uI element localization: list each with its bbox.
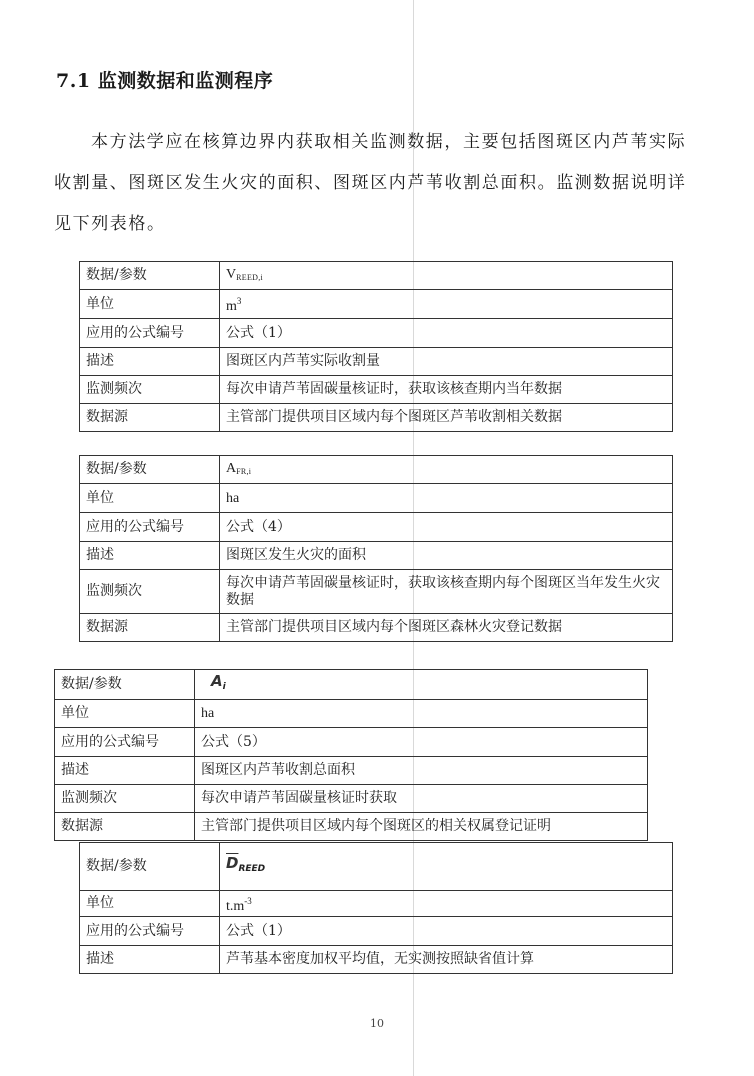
table-row xyxy=(80,946,673,974)
desc-label: 描述 xyxy=(80,348,220,376)
desc-label: 描述 xyxy=(80,542,220,570)
table-row xyxy=(80,262,673,290)
unit-label: 单位 xyxy=(80,290,220,319)
param-label: 数据/参数 xyxy=(80,843,220,891)
section-number: 7.1 xyxy=(56,70,91,92)
unit-value: ha xyxy=(220,484,673,513)
formula-value: 公式（1） xyxy=(220,319,673,348)
section-title: 监测数据和监测程序 xyxy=(97,70,274,92)
source-value: 主管部门提供项目区域内每个图斑区的相关权属登记证明 xyxy=(195,813,648,841)
param-value: $A_i$ xyxy=(195,670,648,700)
data-table-a-fr xyxy=(79,455,673,642)
freq-label: 监测频次 xyxy=(80,570,220,614)
formula-label: 应用的公式编号 xyxy=(55,728,195,757)
desc-value: 图斑区内芦苇收割总面积 xyxy=(195,757,648,785)
source-value: 主管部门提供项目区域内每个图斑区芦苇收割相关数据 xyxy=(220,404,673,432)
formula-value: 公式（1） xyxy=(220,917,673,946)
param-value: $\overline{D}_{REED}$ xyxy=(220,843,673,891)
section-heading xyxy=(56,66,273,93)
param-label: 数据/参数 xyxy=(55,670,195,700)
table-row xyxy=(80,456,673,484)
table-row xyxy=(80,917,673,946)
source-label: 数据源 xyxy=(55,813,195,841)
table-row xyxy=(80,513,673,542)
table-row xyxy=(55,785,648,813)
desc-value: 芦苇基本密度加权平均值，无实测按照缺省值计算 xyxy=(220,946,673,974)
table-row xyxy=(80,570,673,614)
data-table-a-i xyxy=(54,669,648,841)
table-row xyxy=(80,404,673,432)
param-value: $V_{REED,i}$ xyxy=(220,262,673,290)
table-row xyxy=(55,728,648,757)
formula-label: 应用的公式编号 xyxy=(80,917,220,946)
desc-label: 描述 xyxy=(55,757,195,785)
table-row xyxy=(55,670,648,700)
source-value: 主管部门提供项目区域内每个图斑区森林火灾登记数据 xyxy=(220,614,673,642)
unit-label: 单位 xyxy=(55,700,195,728)
formula-value: 公式（4） xyxy=(220,513,673,542)
table-row xyxy=(55,813,648,841)
table-row xyxy=(55,700,648,728)
formula-label: 应用的公式编号 xyxy=(80,319,220,348)
table-row xyxy=(80,614,673,642)
data-table-v-reed xyxy=(79,261,673,432)
table-row xyxy=(80,891,673,917)
param-value: $A_{FR,i}$ xyxy=(220,456,673,484)
table-row xyxy=(80,290,673,319)
page-number: 10 xyxy=(370,1017,384,1030)
param-label: 数据/参数 xyxy=(80,262,220,290)
table-row xyxy=(80,484,673,513)
table-row xyxy=(80,542,673,570)
paragraph-text: 本方法学应在核算边界内获取相关监测数据，主要包括图斑区内芦苇实际收割量、图斑区发生火灾的面积、图斑区内芦苇收割总面积。监测数据说明详见下列表格。 xyxy=(54,132,687,234)
table-row xyxy=(80,376,673,404)
unit-value: $m^3$ xyxy=(220,290,673,319)
source-label: 数据源 xyxy=(80,404,220,432)
freq-value: 每次申请芦苇固碳量核证时获取 xyxy=(195,785,648,813)
table-row xyxy=(80,843,673,891)
unit-value: ha xyxy=(195,700,648,728)
source-label: 数据源 xyxy=(80,614,220,642)
table-row xyxy=(55,757,648,785)
param-label: 数据/参数 xyxy=(80,456,220,484)
unit-value: $t.m^{-3}$ xyxy=(220,891,673,917)
table-row xyxy=(80,348,673,376)
data-table-d-reed xyxy=(79,842,673,974)
freq-label: 监测频次 xyxy=(55,785,195,813)
table-row xyxy=(80,319,673,348)
formula-value: 公式（5） xyxy=(195,728,648,757)
body-paragraph xyxy=(54,122,704,245)
unit-label: 单位 xyxy=(80,891,220,917)
unit-label: 单位 xyxy=(80,484,220,513)
desc-value: 图斑区内芦苇实际收割量 xyxy=(220,348,673,376)
freq-label: 监测频次 xyxy=(80,376,220,404)
formula-label: 应用的公式编号 xyxy=(80,513,220,542)
freq-value: 每次申请芦苇固碳量核证时，获取该核查期内当年数据 xyxy=(220,376,673,404)
freq-value: 每次申请芦苇固碳量核证时，获取该核查期内每个图斑区当年发生火灾数据 xyxy=(220,570,673,614)
desc-value: 图斑区发生火灾的面积 xyxy=(220,542,673,570)
desc-label: 描述 xyxy=(80,946,220,974)
